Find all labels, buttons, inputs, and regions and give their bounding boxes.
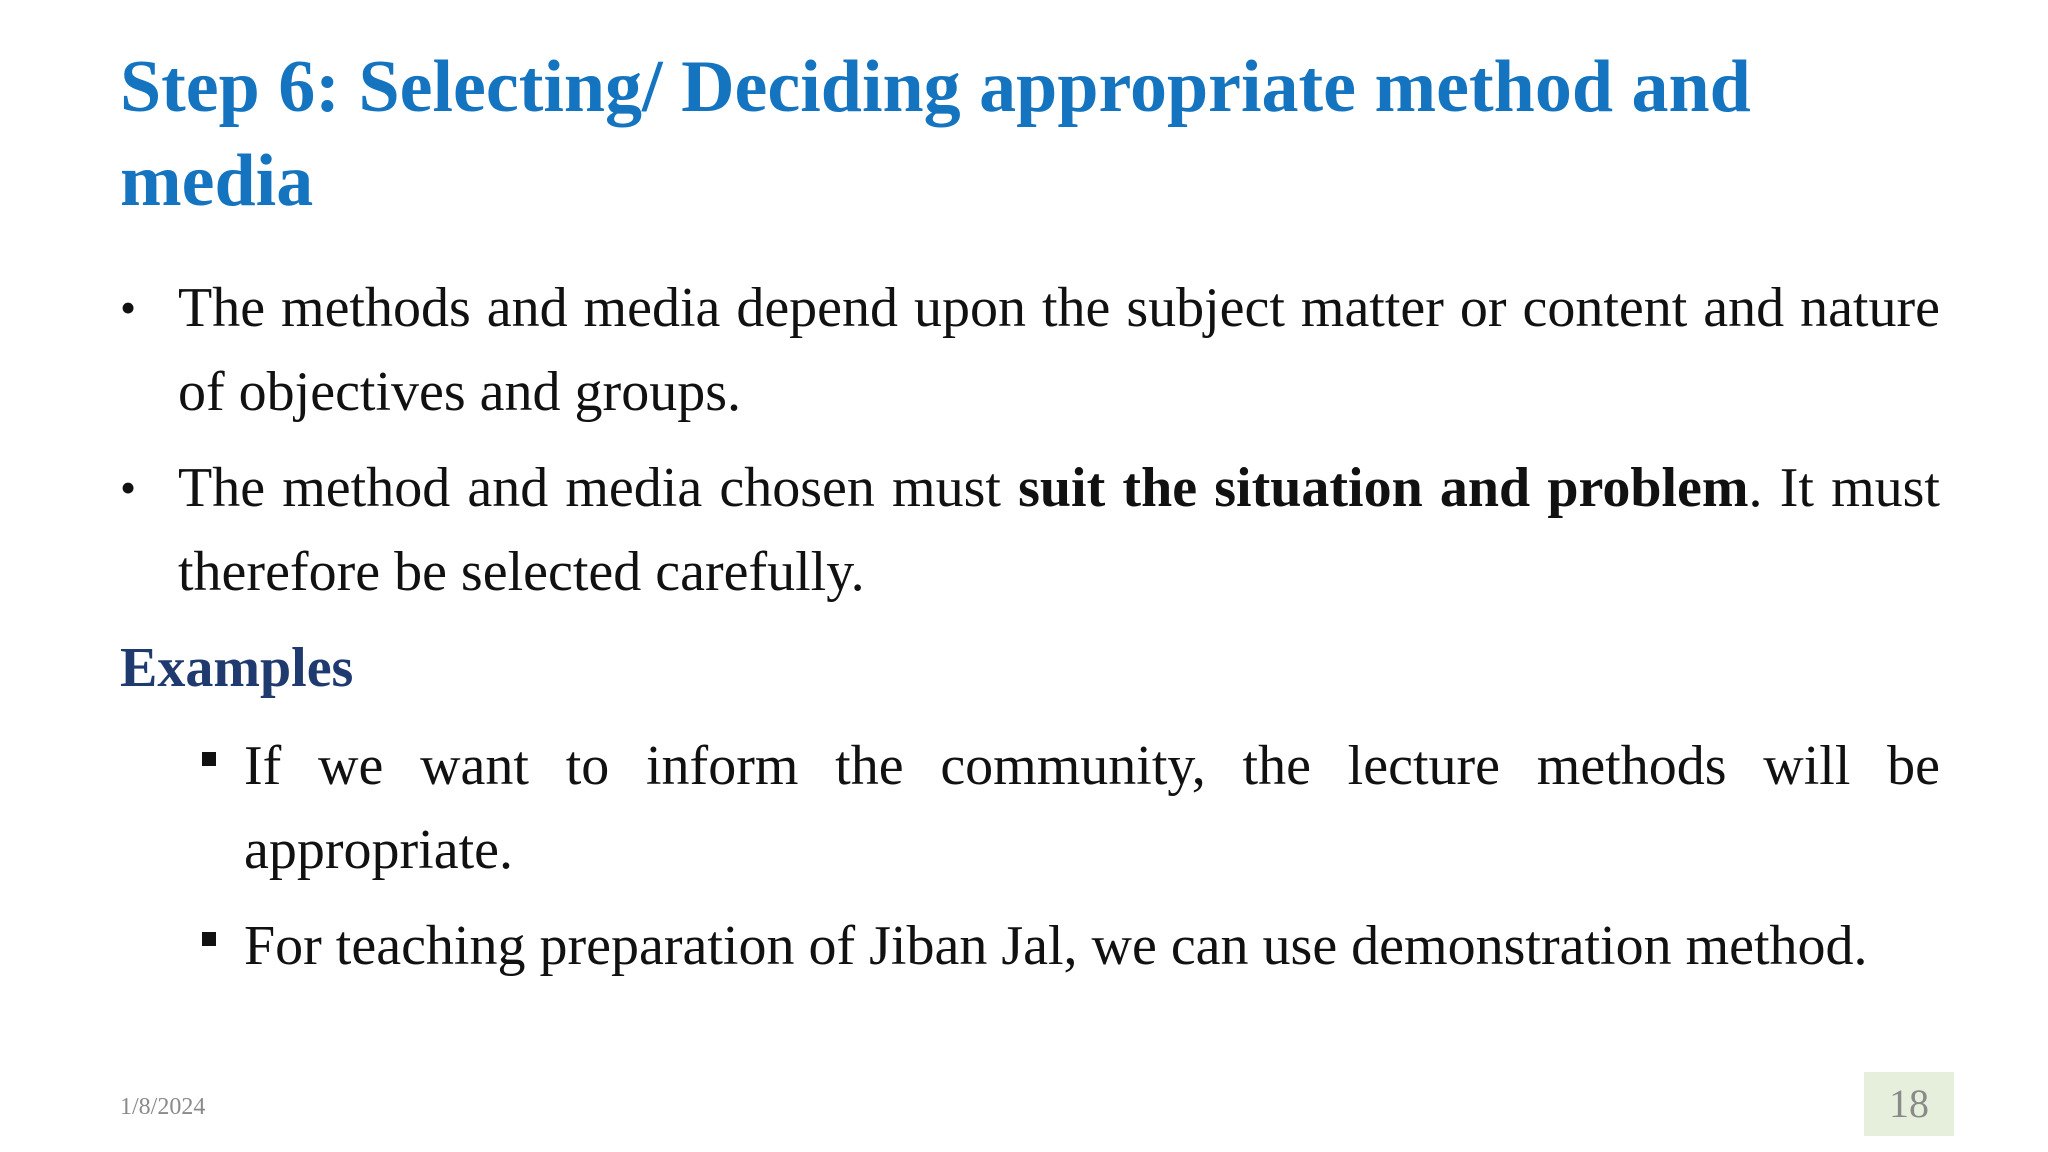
example-item xyxy=(198,904,1940,988)
main-bullet-list xyxy=(120,266,1940,626)
bullet-text: The methods and media depend upon the subject matter or content and nature of objectives and groups. xyxy=(178,277,1940,423)
bullet-emphasis: suit the situation and problem xyxy=(1018,457,1749,519)
bullet-text-end: . It must therefore be selected carefully. xyxy=(178,457,1940,603)
bullet-text-start: The method and media chosen must xyxy=(178,457,1019,519)
example-text: For teaching preparation of Jiban Jal, we can use demonstration method. xyxy=(244,915,1868,977)
slide-title: Step 6: Selecting/ Deciding appropriate method and media xyxy=(120,46,1751,222)
square-bullet-icon xyxy=(202,752,216,766)
examples-list xyxy=(198,724,1940,1000)
bullet-dot-icon: • xyxy=(120,282,137,333)
example-item xyxy=(198,724,1940,892)
page-number: 18 xyxy=(1864,1072,1954,1136)
bullet-item xyxy=(120,446,1940,614)
bullet-item xyxy=(120,266,1940,434)
example-text: If we want to inform the community, the lecture methods will be appropriate. xyxy=(244,735,1940,881)
bullet-dot-icon: • xyxy=(120,462,137,513)
square-bullet-icon xyxy=(202,932,216,946)
examples-heading: Examples xyxy=(120,637,354,699)
slide-date: 1/8/2024 xyxy=(120,1094,206,1120)
